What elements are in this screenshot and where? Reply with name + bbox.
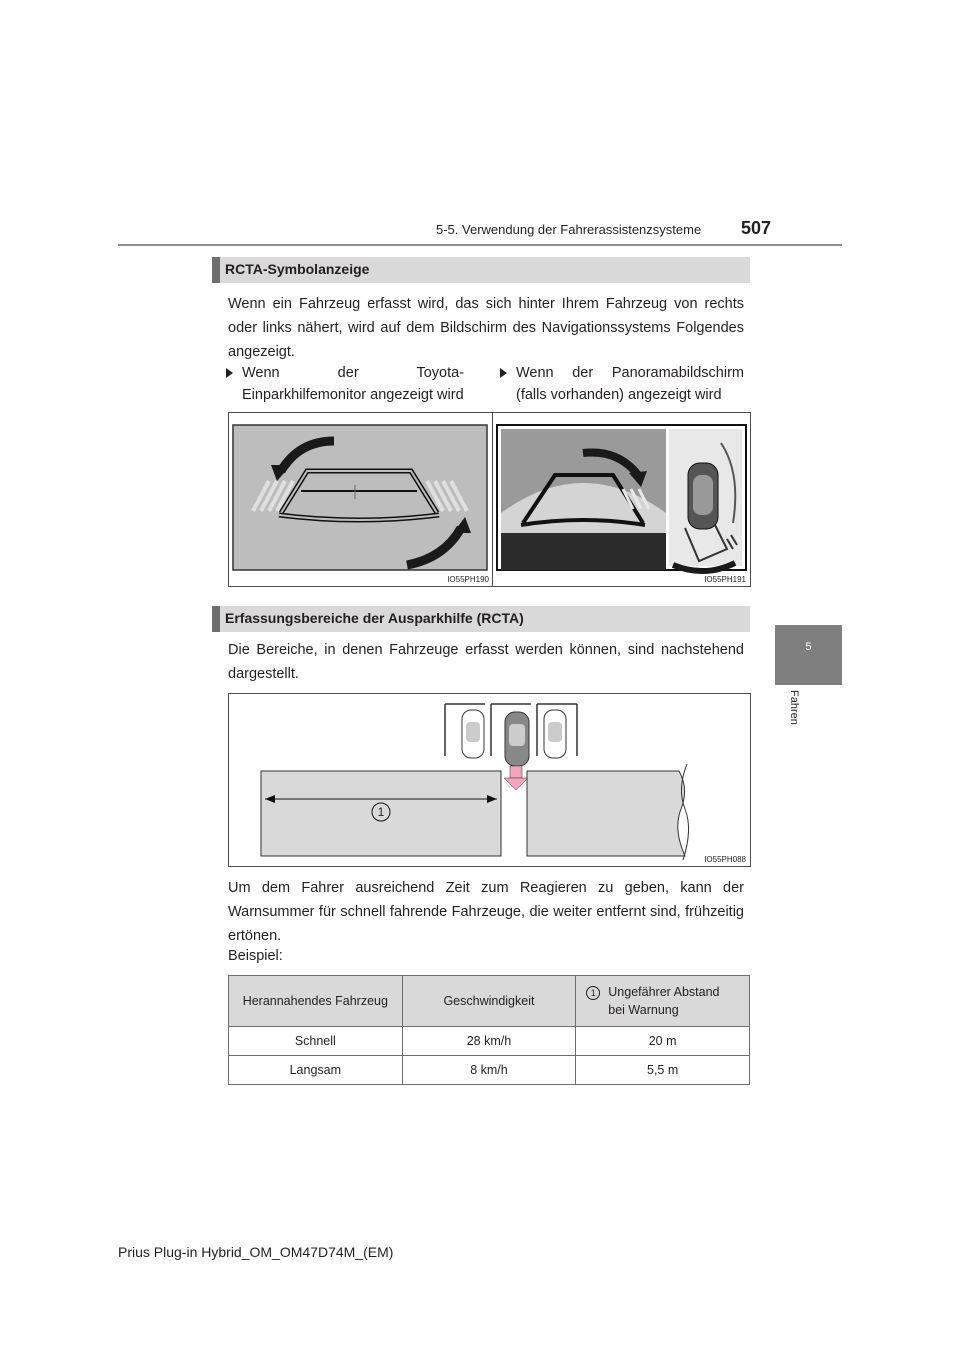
page-number: 507 (741, 218, 772, 238)
figure-panoramic-screen (492, 412, 751, 587)
running-header: 5-5. Verwendung der Fahrerassistenzsysteme (436, 222, 702, 237)
document-id: Prius Plug-in Hybrid_OM_OM47D74M_(EM) (118, 1244, 394, 1260)
section-heading-detection-areas (212, 606, 750, 632)
table-cell: Schnell (229, 1027, 403, 1056)
table-cell: 28 km/h (402, 1027, 576, 1056)
table-row (229, 1027, 750, 1056)
section2-para: Um dem Fahrer ausreichend Zeit zum Reagieren zu geben, kann der Warnsummer für schnell fahrende Fahrzeuge, die weiter entfernt sind, frühzeitig ertönen. (228, 880, 744, 944)
bullet-parking-assist (242, 362, 464, 406)
detection-area-illustration (229, 694, 750, 866)
chapter-tab (775, 625, 842, 685)
column-header-line: Ungefährer Abstand (608, 985, 720, 999)
bullet-text: Wenn der Panoramabildschirm (falls vorhanden) angezeigt wird (516, 365, 744, 403)
figure-detection-areas (228, 693, 751, 867)
chapter-label: Fahren (788, 690, 800, 725)
bullet-panoramic (516, 362, 744, 406)
bullet-text: Wenn der Toyota-Einparkhilfemonitor angezeigt wird (242, 365, 464, 403)
figure-code: IO55PH190 (447, 575, 489, 584)
table-cell: 8 km/h (402, 1056, 576, 1085)
callout-number: 1 (377, 805, 385, 819)
heading-bar (212, 606, 220, 632)
table-cell: Langsam (229, 1056, 403, 1085)
rcta-distance-table (228, 975, 750, 1085)
column-header-line: bei Warnung (608, 1003, 679, 1017)
callout-number: 1 (586, 986, 600, 1000)
column-header (576, 976, 750, 1027)
section-heading-text: RCTA-Symbolanzeige (225, 261, 370, 277)
section-heading-rcta-display (212, 257, 750, 283)
panoramic-illustration (493, 413, 750, 586)
table-header-row (229, 976, 750, 1027)
figure-parking-assist-screen (228, 412, 494, 587)
example-label: Beispiel: (228, 948, 283, 964)
heading-bar (212, 257, 220, 283)
table-cell: 20 m (576, 1027, 750, 1056)
table-cell: 5,5 m (576, 1056, 750, 1085)
chapter-number: 5 (805, 641, 812, 653)
triangle-bullet-icon (500, 368, 507, 378)
section1-intro: Wenn ein Fahrzeug erfasst wird, das sich hinter Ihrem Fahrzeug von rechts oder links nähert, wird auf dem Bildschirm des Navigationssystems Folgendes angezeigt. (228, 296, 744, 360)
column-header: Geschwindigkeit (402, 976, 576, 1027)
section-heading-text: Erfassungsbereiche der Ausparkhilfe (RCTA) (225, 610, 524, 626)
triangle-bullet-icon (226, 368, 233, 378)
section2-intro: Die Bereiche, in denen Fahrzeuge erfasst werden können, sind nachstehend dargestellt. (228, 642, 744, 682)
figure-code: IO55PH191 (704, 575, 746, 584)
figure-code: IO55PH088 (704, 855, 746, 864)
header-rule (118, 244, 842, 246)
table-row (229, 1056, 750, 1085)
column-header: Herannahendes Fahrzeug (229, 976, 403, 1027)
parking-assist-illustration (229, 413, 493, 586)
